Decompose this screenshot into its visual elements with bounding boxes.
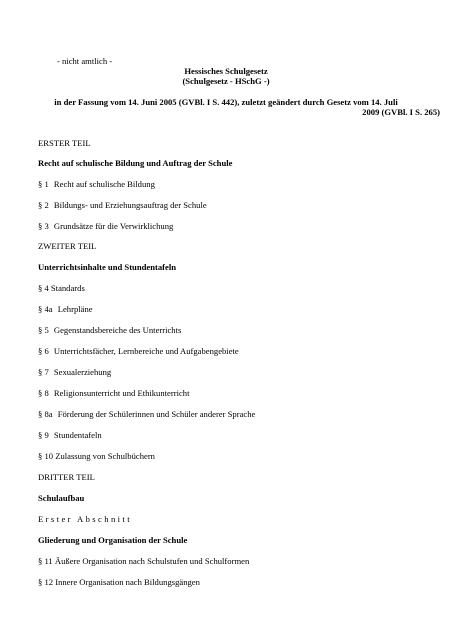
- toc-item-label: Innere Organisation nach Bildungsgängen: [55, 577, 200, 587]
- toc-item-label: Unterrichtsfächer, Lernbereiche und Aufgabengebiete: [53, 346, 239, 356]
- toc-item: [38, 388, 189, 399]
- toc-item: [38, 409, 255, 420]
- fassung-line-1: in der Fassung vom 14. Juni 2005 (GVBl. I S. 442), zuletzt geändert durch Gesetz vom 14. Juli: [54, 97, 398, 107]
- toc-item-label: Grundsätze für die Verwirklichung: [53, 221, 174, 231]
- toc-item-label: Förderung der Schülerinnen und Schüler anderer Sprache: [57, 409, 256, 419]
- teil3-heading: DRITTER TEIL: [38, 472, 95, 482]
- toc-item: [38, 283, 85, 294]
- toc-item-label: Sexualerziehung: [53, 367, 112, 377]
- teil2-heading: ZWEITER TEIL: [38, 241, 97, 251]
- toc-item: [38, 346, 239, 357]
- toc-item-number: § 4: [38, 283, 49, 293]
- toc-item-number: § 9: [38, 430, 49, 440]
- teil2-title: Unterrichtsinhalte und Stundentafeln: [38, 262, 176, 272]
- toc-item-label: Gegenstandsbereiche des Unterrichts: [53, 325, 182, 335]
- toc-item-number: § 12: [38, 577, 54, 587]
- toc-item-number: § 6: [38, 346, 49, 356]
- teil3-title: Schulaufbau: [38, 493, 85, 503]
- toc-item-label: Stundentafeln: [53, 430, 102, 440]
- toc-item-label: Recht auf schulische Bildung: [53, 179, 155, 189]
- toc-item-label: Äußere Organisation nach Schulstufen und Schulformen: [54, 556, 250, 566]
- toc-item-number: § 7: [38, 367, 49, 377]
- document-title: Hessisches Schulgesetz: [184, 66, 268, 76]
- toc-item-number: § 8: [38, 388, 49, 398]
- nicht-amtlich-label: - nicht amtlich -: [57, 56, 113, 66]
- toc-item: [38, 430, 102, 441]
- toc-item: [38, 325, 181, 336]
- fassung-line-2: 2009 (GVBl. I S. 265): [362, 107, 440, 117]
- toc-item: [38, 179, 155, 190]
- toc-item-number: § 8a: [38, 409, 53, 419]
- toc-item-label: Bildungs- und Erziehungsauftrag der Schule: [53, 200, 207, 210]
- toc-item: [38, 200, 207, 211]
- toc-item-number: § 2: [38, 200, 49, 210]
- toc-item-number: § 11: [38, 556, 53, 566]
- teil1-title: Recht auf schulische Bildung und Auftrag der Schule: [38, 158, 233, 168]
- toc-item-number: § 3: [38, 221, 49, 231]
- toc-item-label: Religionsunterricht und Ethikunterricht: [53, 388, 190, 398]
- toc-item-label: Standards: [50, 283, 85, 293]
- toc-item: [38, 367, 111, 378]
- abschnitt-heading: Erster Abschnitt: [38, 514, 133, 524]
- toc-item: [38, 221, 173, 232]
- abschnitt-title: Gliederung und Organisation der Schule: [38, 535, 188, 545]
- toc-item: [38, 304, 93, 315]
- toc-item-number: § 10: [38, 451, 54, 461]
- document-subtitle: (Schulgesetz - HSchG -): [182, 76, 270, 86]
- teil1-heading: ERSTER TEIL: [38, 138, 91, 148]
- toc-item: [38, 577, 200, 588]
- toc-item: [38, 451, 155, 462]
- toc-item-number: § 4a: [38, 304, 53, 314]
- toc-item-label: Lehrpläne: [57, 304, 93, 314]
- toc-item-number: § 1: [38, 179, 49, 189]
- toc-item: [38, 556, 249, 567]
- toc-item-label: Zulassung von Schulbüchern: [55, 451, 155, 461]
- toc-item-number: § 5: [38, 325, 49, 335]
